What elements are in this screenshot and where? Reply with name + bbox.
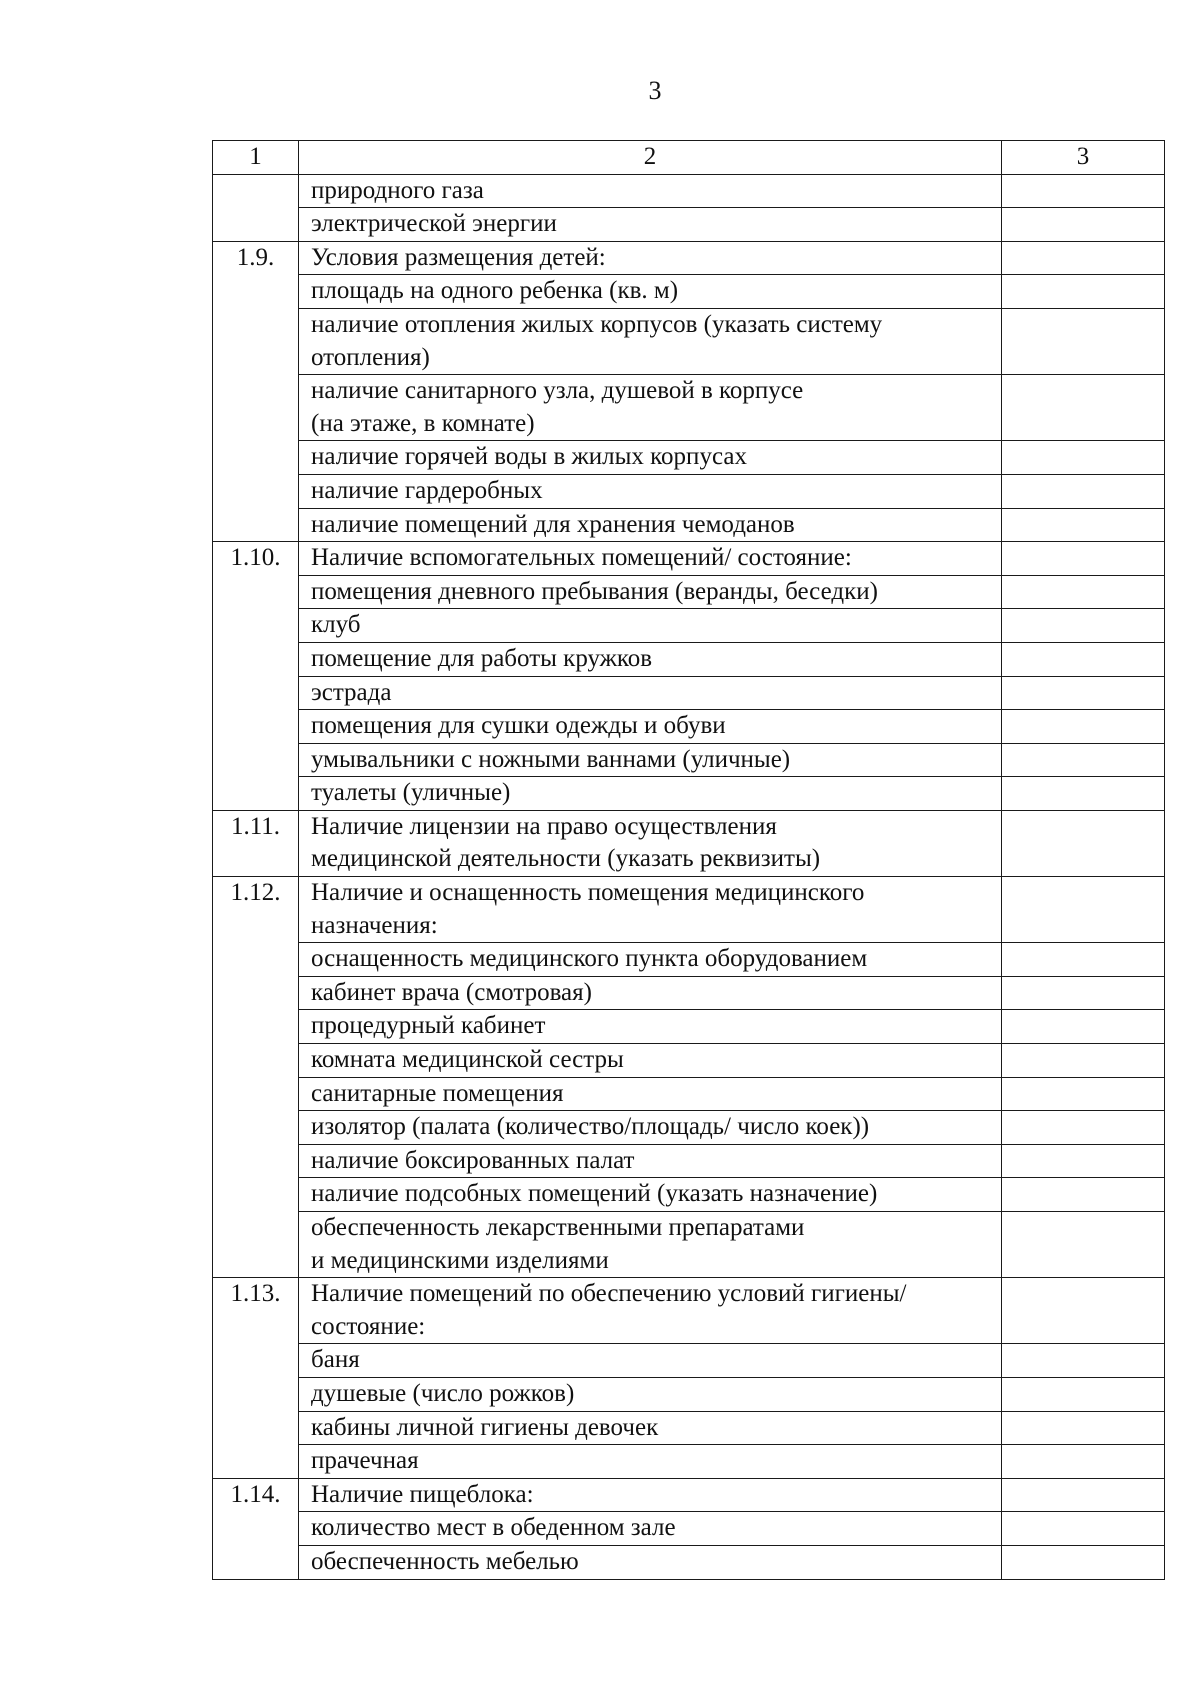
table-row [213, 642, 1165, 676]
table-row [213, 743, 1165, 777]
section-number-cell [213, 609, 299, 643]
header-cell-3: 3 [1002, 141, 1165, 175]
value-cell[interactable] [1002, 308, 1165, 374]
section-number-cell [213, 275, 299, 309]
form-table [212, 140, 1165, 1580]
item-text-cell: Наличие пищеблока: [299, 1478, 1002, 1512]
table-row [213, 508, 1165, 542]
item-text-cell: наличие гардеробных [299, 474, 1002, 508]
section-number-cell [213, 1411, 299, 1445]
section-number-cell: 1.10. [213, 542, 299, 576]
section-number-cell [213, 1545, 299, 1579]
item-text-cell: санитарные помещения [299, 1077, 1002, 1111]
section-number-cell [213, 575, 299, 609]
section-number-cell [213, 1144, 299, 1178]
value-cell[interactable] [1002, 375, 1165, 441]
table-row [213, 1377, 1165, 1411]
table-body [213, 141, 1165, 1580]
value-cell[interactable] [1002, 241, 1165, 275]
value-cell[interactable] [1002, 642, 1165, 676]
value-cell[interactable] [1002, 575, 1165, 609]
table-row [213, 609, 1165, 643]
item-text-cell: помещения дневного пребывания (веранды, беседки) [299, 575, 1002, 609]
table-row [213, 1111, 1165, 1145]
value-cell[interactable] [1002, 1377, 1165, 1411]
table-row [213, 441, 1165, 475]
item-text-cell: обеспеченность мебелью [299, 1545, 1002, 1579]
value-cell[interactable] [1002, 1545, 1165, 1579]
table-row [213, 1212, 1165, 1278]
section-number-cell [213, 743, 299, 777]
item-text-cell: умывальники с ножными ваннами (уличные) [299, 743, 1002, 777]
section-number-cell [213, 375, 299, 441]
table-row [213, 174, 1165, 208]
table-row [213, 676, 1165, 710]
section-number-cell [213, 976, 299, 1010]
table-row [213, 943, 1165, 977]
table-row [213, 1545, 1165, 1579]
section-number-cell [213, 308, 299, 374]
value-cell[interactable] [1002, 1278, 1165, 1344]
section-number-cell [213, 1077, 299, 1111]
item-text-cell: обеспеченность лекарственными препаратами и медицинскими изделиями [299, 1212, 1002, 1278]
table-row [213, 1010, 1165, 1044]
section-number-cell [213, 1445, 299, 1479]
section-number-cell [213, 174, 299, 208]
value-cell[interactable] [1002, 1010, 1165, 1044]
table-row [213, 474, 1165, 508]
value-cell[interactable] [1002, 710, 1165, 744]
section-number-cell [213, 1178, 299, 1212]
item-text-cell: туалеты (уличные) [299, 777, 1002, 811]
item-text-cell: изолятор (палата (количество/площадь/ число коек)) [299, 1111, 1002, 1145]
table-row [213, 241, 1165, 275]
value-cell[interactable] [1002, 1344, 1165, 1378]
header-cell-2: 2 [299, 141, 1002, 175]
section-number-cell: 1.13. [213, 1278, 299, 1344]
item-text-cell: электрической энергии [299, 208, 1002, 242]
table-row [213, 308, 1165, 374]
value-cell[interactable] [1002, 676, 1165, 710]
item-text-cell: баня [299, 1344, 1002, 1378]
section-number-cell [213, 508, 299, 542]
table-row [213, 1344, 1165, 1378]
table-row [213, 1512, 1165, 1546]
value-cell[interactable] [1002, 943, 1165, 977]
section-number-cell [213, 1212, 299, 1278]
item-text-cell: наличие санитарного узла, душевой в корпусе (на этаже, в комнате) [299, 375, 1002, 441]
section-number-cell [213, 474, 299, 508]
value-cell[interactable] [1002, 877, 1165, 943]
item-text-cell: комната медицинской сестры [299, 1044, 1002, 1078]
table-row [213, 1077, 1165, 1111]
item-text-cell: процедурный кабинет [299, 1010, 1002, 1044]
section-number-cell [213, 1010, 299, 1044]
section-number-cell [213, 1512, 299, 1546]
value-cell[interactable] [1002, 174, 1165, 208]
table-row [213, 1044, 1165, 1078]
value-cell[interactable] [1002, 275, 1165, 309]
item-text-cell: Условия размещения детей: [299, 241, 1002, 275]
table-row [213, 275, 1165, 309]
section-number-cell [213, 676, 299, 710]
item-text-cell: кабинет врача (смотровая) [299, 976, 1002, 1010]
table-row [213, 810, 1165, 876]
item-text-cell: эстрада [299, 676, 1002, 710]
section-number-cell [213, 710, 299, 744]
item-text-cell: площадь на одного ребенка (кв. м) [299, 275, 1002, 309]
page-number: 3 [648, 76, 662, 105]
value-cell[interactable] [1002, 441, 1165, 475]
value-cell[interactable] [1002, 810, 1165, 876]
section-number-cell [213, 208, 299, 242]
section-number-cell: 1.9. [213, 241, 299, 275]
value-cell[interactable] [1002, 1044, 1165, 1078]
value-cell[interactable] [1002, 976, 1165, 1010]
table-row [213, 1445, 1165, 1479]
item-text-cell: кабины личной гигиены девочек [299, 1411, 1002, 1445]
value-cell[interactable] [1002, 1478, 1165, 1512]
section-number-cell [213, 441, 299, 475]
table-row [213, 208, 1165, 242]
table-row [213, 375, 1165, 441]
section-number-cell [213, 1377, 299, 1411]
item-text-cell: душевые (число рожков) [299, 1377, 1002, 1411]
item-text-cell: наличие боксированных палат [299, 1144, 1002, 1178]
item-text-cell: Наличие вспомогательных помещений/ состояние: [299, 542, 1002, 576]
value-cell[interactable] [1002, 1144, 1165, 1178]
value-cell[interactable] [1002, 1411, 1165, 1445]
section-number-cell: 1.11. [213, 810, 299, 876]
section-number-cell [213, 1344, 299, 1378]
table-row [213, 1278, 1165, 1344]
section-number-cell [213, 777, 299, 811]
value-cell[interactable] [1002, 1111, 1165, 1145]
item-text-cell: природного газа [299, 174, 1002, 208]
section-number-cell: 1.12. [213, 877, 299, 943]
item-text-cell: прачечная [299, 1445, 1002, 1479]
header-cell-1: 1 [213, 141, 299, 175]
table-row [213, 710, 1165, 744]
section-number-cell [213, 1044, 299, 1078]
table-row [213, 1411, 1165, 1445]
item-text-cell: оснащенность медицинского пункта оборудованием [299, 943, 1002, 977]
value-cell[interactable] [1002, 208, 1165, 242]
section-number-cell [213, 1111, 299, 1145]
item-text-cell: Наличие лицензии на право осуществления медицинской деятельности (указать реквизиты) [299, 810, 1002, 876]
value-cell[interactable] [1002, 609, 1165, 643]
value-cell[interactable] [1002, 1212, 1165, 1278]
item-text-cell: наличие подсобных помещений (указать назначение) [299, 1178, 1002, 1212]
table-row [213, 877, 1165, 943]
table-row [213, 1178, 1165, 1212]
value-cell[interactable] [1002, 1178, 1165, 1212]
item-text-cell: Наличие помещений по обеспечению условий гигиены/ состояние: [299, 1278, 1002, 1344]
item-text-cell: наличие отопления жилых корпусов (указать систему отопления) [299, 308, 1002, 374]
item-text-cell: Наличие и оснащенность помещения медицинского назначения: [299, 877, 1002, 943]
item-text-cell: клуб [299, 609, 1002, 643]
value-cell[interactable] [1002, 777, 1165, 811]
table-row [213, 777, 1165, 811]
value-cell[interactable] [1002, 743, 1165, 777]
value-cell[interactable] [1002, 1445, 1165, 1479]
table-row [213, 1144, 1165, 1178]
item-text-cell: наличие помещений для хранения чемоданов [299, 508, 1002, 542]
item-text-cell: помещение для работы кружков [299, 642, 1002, 676]
section-number-cell: 1.14. [213, 1478, 299, 1512]
table-row [213, 542, 1165, 576]
section-number-cell [213, 642, 299, 676]
value-cell[interactable] [1002, 1077, 1165, 1111]
value-cell[interactable] [1002, 542, 1165, 576]
table-row [213, 976, 1165, 1010]
section-number-cell [213, 943, 299, 977]
value-cell[interactable] [1002, 474, 1165, 508]
item-text-cell: наличие горячей воды в жилых корпусах [299, 441, 1002, 475]
item-text-cell: количество мест в обеденном зале [299, 1512, 1002, 1546]
table-row [213, 1478, 1165, 1512]
item-text-cell: помещения для сушки одежды и обуви [299, 710, 1002, 744]
header-row [213, 141, 1165, 175]
table-row [213, 575, 1165, 609]
value-cell[interactable] [1002, 1512, 1165, 1546]
value-cell[interactable] [1002, 508, 1165, 542]
